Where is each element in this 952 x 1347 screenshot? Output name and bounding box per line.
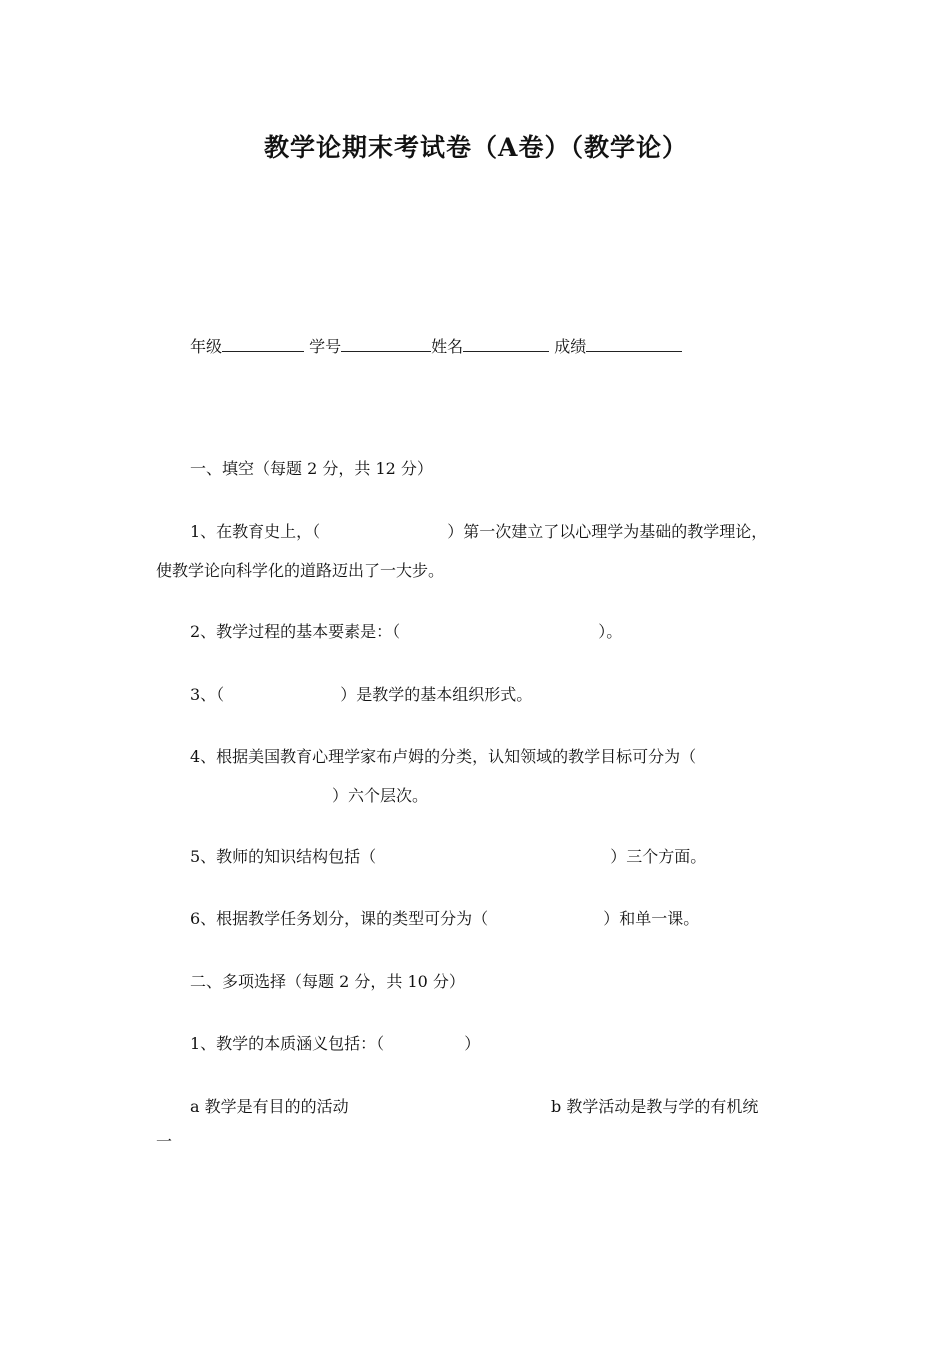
- name-blank[interactable]: [463, 336, 549, 352]
- s1-q4-line1: 4、根据美国教育心理学家布卢姆的分类，认知领域的教学目标可分为（: [190, 747, 697, 766]
- student-id-label: 学号: [309, 337, 342, 356]
- s2-q1-option-b-cont: 一: [156, 1132, 173, 1151]
- section1-heading: 一、填空（每题 2 分，共 12 分）: [190, 459, 433, 478]
- s1-q1-text-a: 1、在教育史上，（: [190, 522, 321, 541]
- grade-label: 年级: [190, 337, 223, 356]
- s1-q3: [190, 685, 532, 705]
- s2-q1-option-a: a 教学是有目的的活动: [190, 1097, 349, 1116]
- s1-q2-text-a: 2、教学过程的基本要素是：（: [190, 622, 401, 641]
- s1-q2-text-b: ）。: [598, 622, 623, 641]
- score-blank[interactable]: [586, 336, 682, 352]
- s1-q4-line2: ）六个层次。: [332, 786, 429, 805]
- s2-q1-text-a: 1、教学的本质涵义包括：（: [190, 1034, 385, 1053]
- s2-q1-text-b: ）: [464, 1034, 481, 1053]
- page-title: 教学论期末考试卷（A卷）（教学论）: [264, 133, 688, 162]
- s1-q3-text-a: 3、（: [190, 685, 225, 704]
- student-info-line: [190, 336, 682, 357]
- section2-heading: 二、多项选择（每题 2 分，共 10 分）: [190, 972, 465, 991]
- s1-q5-text-a: 5、教师的知识结构包括（: [190, 847, 377, 866]
- student-id-blank[interactable]: [341, 336, 431, 352]
- s1-q5: [190, 847, 706, 867]
- s2-q1-stem: [190, 1034, 480, 1054]
- s1-q3-text-b: ）是教学的基本组织形式。: [340, 685, 533, 704]
- grade-blank[interactable]: [222, 336, 304, 352]
- s1-q5-text-b: ）三个方面。: [610, 847, 707, 866]
- s1-q2: [190, 622, 622, 642]
- s2-q1-option-b: b 教学活动是教与学的有机统: [551, 1097, 759, 1116]
- score-label: 成绩: [554, 337, 587, 356]
- s1-q1-text-b: ）第一次建立了以心理学为基础的教学理论，: [447, 522, 768, 541]
- name-label: 姓名: [431, 337, 464, 356]
- s1-q1-line1: [190, 522, 767, 542]
- s1-q6-text-b: ）和单一课。: [603, 909, 700, 928]
- s1-q6-text-a: 6、根据教学任务划分，课的类型可分为（: [190, 909, 489, 928]
- s1-q6: [190, 909, 699, 929]
- s1-q1-line2: 使教学论向科学化的道路迈出了一大步。: [156, 561, 445, 580]
